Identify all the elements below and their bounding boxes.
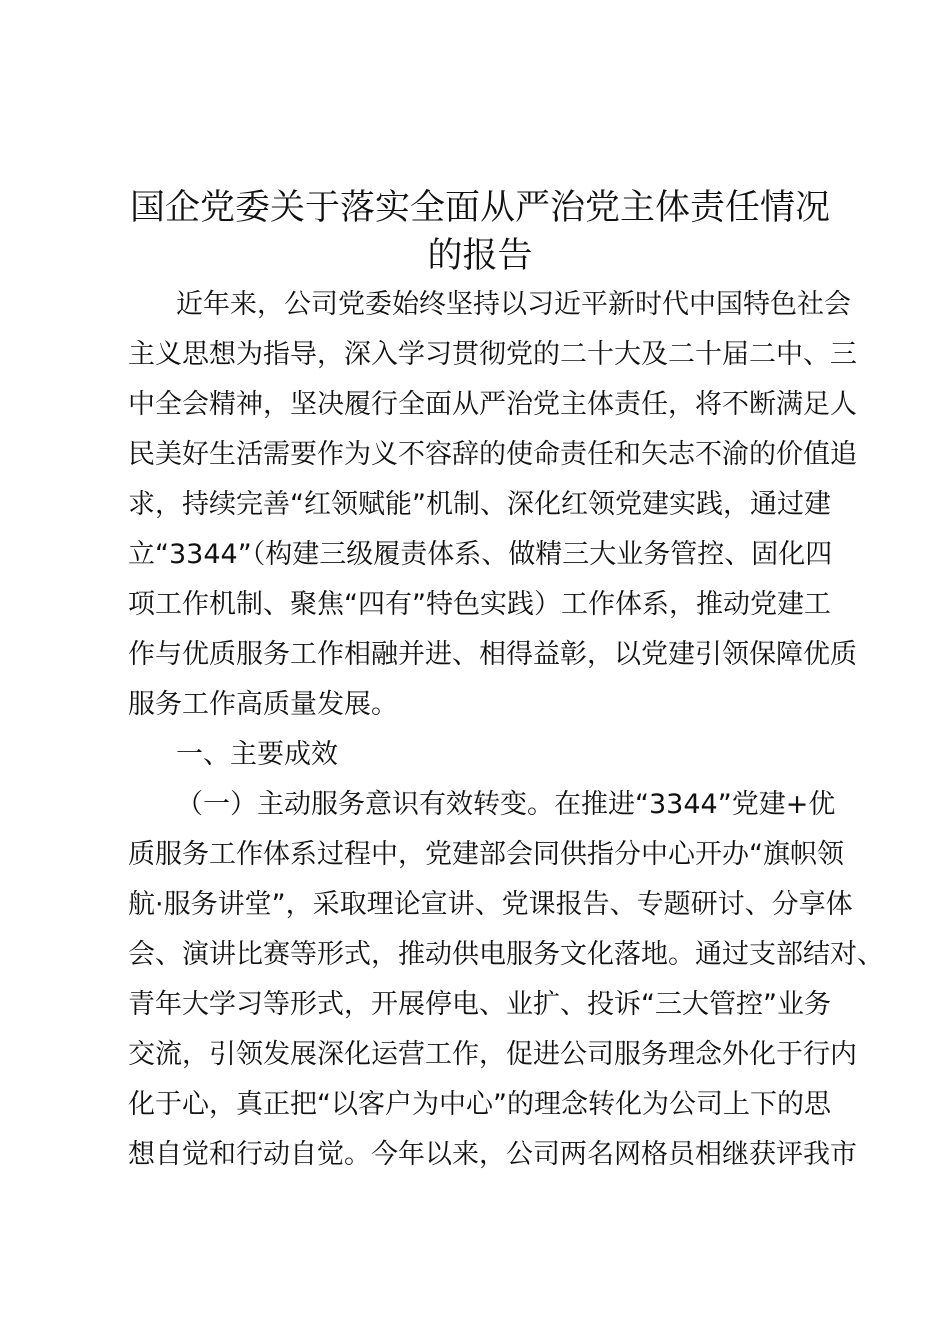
paragraph-line: 航·服务讲堂”，采取理论宣讲、党课报告、专题研讨、分享体	[128, 889, 853, 920]
paragraph-line: 质服务工作体系过程中，党建部会同供指分中心开办“旗帜领	[128, 839, 844, 870]
paragraph-line: 服务工作高质量发展。	[128, 689, 398, 720]
paragraph-line: 主义思想为指导，深入学习贯彻党的二十大及二十届二中、三	[128, 339, 857, 370]
document-title-line-1: 国企党委关于落实全面从严治党主体责任情况	[129, 188, 830, 228]
paragraph-line: 项工作机制、聚焦“四有”特色实践）工作体系，推动党建工	[128, 589, 831, 620]
paragraph-line: 会、演讲比赛等形式，推动供电服务文化落地。通过支部结对、	[128, 939, 884, 970]
paragraph-line: 近年来，公司党委始终坚持以习近平新时代中国特色社会	[176, 289, 851, 320]
paragraph-line: 求，持续完善“红领赋能”机制、深化红领党建实践，通过建	[128, 489, 831, 520]
paragraph-line: 青年大学习等形式，开展停电、业扩、投诉“三大管控”业务	[128, 989, 831, 1020]
paragraph-line: 立“3344”（构建三级履责体系、做精三大业务管控、固化四	[128, 539, 833, 570]
paragraph-line: 民美好生活需要作为义不容辞的使命责任和矢志不渝的价值追	[128, 439, 857, 470]
paragraph-line: 化于心，真正把“以客户为中心”的理念转化为公司上下的思	[128, 1089, 831, 1120]
document-title-line-2: 的报告	[427, 236, 533, 276]
section-heading: 一、主要成效	[176, 739, 338, 770]
paragraph-line: 中全会精神，坚决履行全面从严治党主体责任，将不断满足人	[128, 389, 857, 420]
paragraph-line: （一）主动服务意识有效转变。在推进“3344”党建+优	[176, 789, 836, 820]
paragraph-line: 作与优质服务工作相融并进、相得益彰，以党建引领保障优质	[128, 639, 857, 670]
paragraph-line: 交流，引领发展深化运营工作，促进公司服务理念外化于行内	[128, 1039, 857, 1070]
paragraph-line: 想自觉和行动自觉。今年以来，公司两名网格员相继获评我市	[128, 1139, 857, 1170]
